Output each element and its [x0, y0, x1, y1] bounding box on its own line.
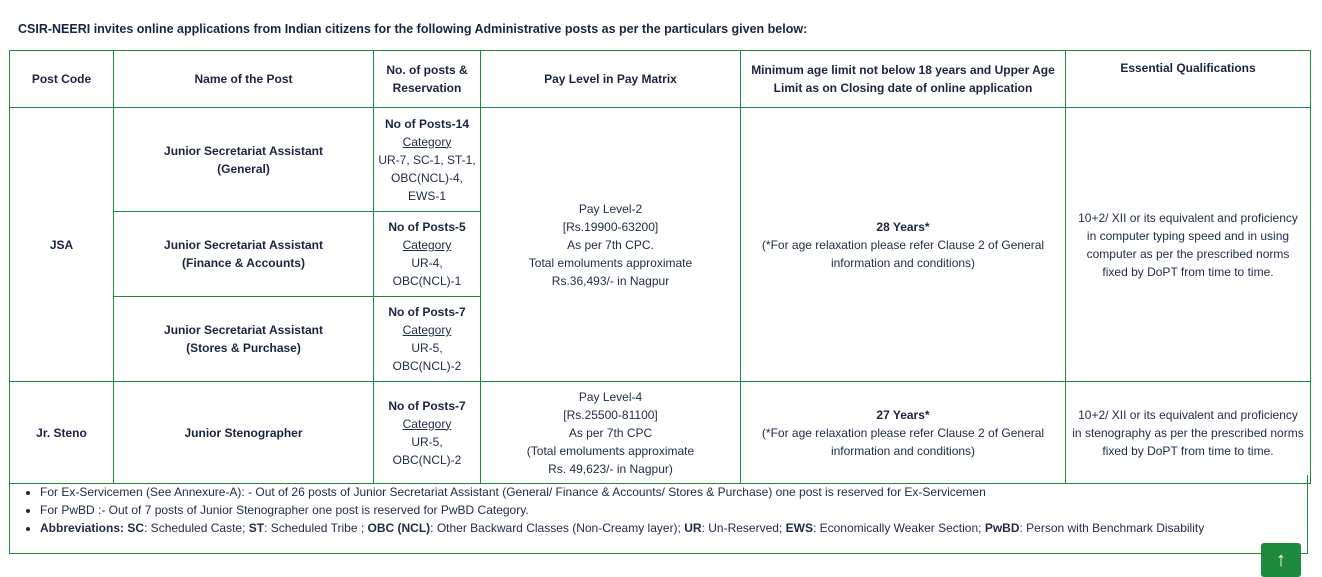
header-pay: Pay Level in Pay Matrix — [481, 51, 741, 108]
intro-text: CSIR-NEERI invites online applications from Indian citizens for the following Administrative posts as per the particulars given below: — [18, 22, 808, 36]
scroll-to-top-button[interactable] — [1261, 543, 1301, 577]
header-row — [10, 51, 1311, 108]
note-pwbd: • For PwBD :- Out of 7 posts of Junior Stenographer one post is reserved for PwBD Category. — [40, 501, 1307, 519]
posts-jsa-general: No of Posts-14 Category UR-7, SC-1, ST-1, OBC(NCL)-4, EWS-1 — [374, 108, 481, 212]
age-limit-jsa: 28 Years* (*For age relaxation please refer Clause 2 of General information and conditions) — [741, 108, 1066, 382]
posts-steno: No of Posts-7 Category UR-5, OBC(NCL)-2 — [374, 382, 481, 484]
table-row — [10, 382, 1311, 484]
header-qualifications: Essential Qualifications — [1066, 51, 1311, 108]
age-limit-steno: 27 Years* (*For age relaxation please refer Clause 2 of General information and conditions) — [741, 382, 1066, 484]
note-abbreviations: • Abbreviations: SC: Scheduled Caste; ST: Scheduled Tribe ; OBC (NCL): Other Backward Classes (Non-Creamy layer); UR: Un-Reserved; EWS: Economically Weaker Section; PwBD: Person with Benchmark Disability — [40, 519, 1307, 537]
post-name-jsa-general: Junior Secretariat Assistant (General) — [114, 108, 374, 212]
pay-level-jsa: Pay Level-2 [Rs.19900-63200] As per 7th CPC. Total emoluments approximate Rs.36,493/- in Nagpur — [481, 108, 741, 382]
pay-level-steno: Pay Level-4 [Rs.25500-81100] As per 7th CPC (Total emoluments approximate Rs. 49,623/- in Nagpur) — [481, 382, 741, 484]
post-code-steno: Jr. Steno — [10, 382, 114, 484]
header-posts: No. of posts & Reservation — [374, 51, 481, 108]
post-name-steno: Junior Stenographer — [114, 382, 374, 484]
note-ex-servicemen: • For Ex-Servicemen (See Annexure-A): - Out of 26 posts of Junior Secretariat Assistant (General/ Finance & Accounts/ Stores & Purchase) one post is reserved for Ex-Servicemen — [40, 483, 1307, 501]
arrow-up-icon: ↑ — [1276, 549, 1286, 571]
category-link[interactable]: Category — [402, 238, 452, 252]
header-name: Name of the Post — [114, 51, 374, 108]
qualifications-jsa: 10+2/ XII or its equivalent and proficiency in computer typing speed and in using computer as per the prescribed norms fixed by DoPT from time to time. — [1066, 108, 1311, 382]
post-name-jsa-fa: Junior Secretariat Assistant (Finance & Accounts) — [114, 212, 374, 297]
table-row — [10, 108, 1311, 212]
posts-table — [9, 50, 1311, 484]
post-name-jsa-sp: Junior Secretariat Assistant (Stores & Purchase) — [114, 297, 374, 382]
qualifications-steno: 10+2/ XII or its equivalent and proficiency in stenography as per the prescribed norms fixed by DoPT from time to time. — [1066, 382, 1311, 484]
notes-box — [9, 475, 1308, 554]
posts-jsa-fa: No of Posts-5 Category UR-4, OBC(NCL)-1 — [374, 212, 481, 297]
header-age: Minimum age limit not below 18 years and Upper Age Limit as on Closing date of online application — [741, 51, 1066, 108]
category-link[interactable]: Category — [402, 416, 452, 431]
header-post-code: Post Code — [10, 51, 114, 108]
category-link[interactable]: Category — [402, 134, 452, 149]
post-code-jsa: JSA — [10, 108, 114, 382]
category-link[interactable]: Category — [402, 323, 452, 337]
posts-jsa-sp: No of Posts-7 Category UR-5, OBC(NCL)-2 — [374, 297, 481, 382]
